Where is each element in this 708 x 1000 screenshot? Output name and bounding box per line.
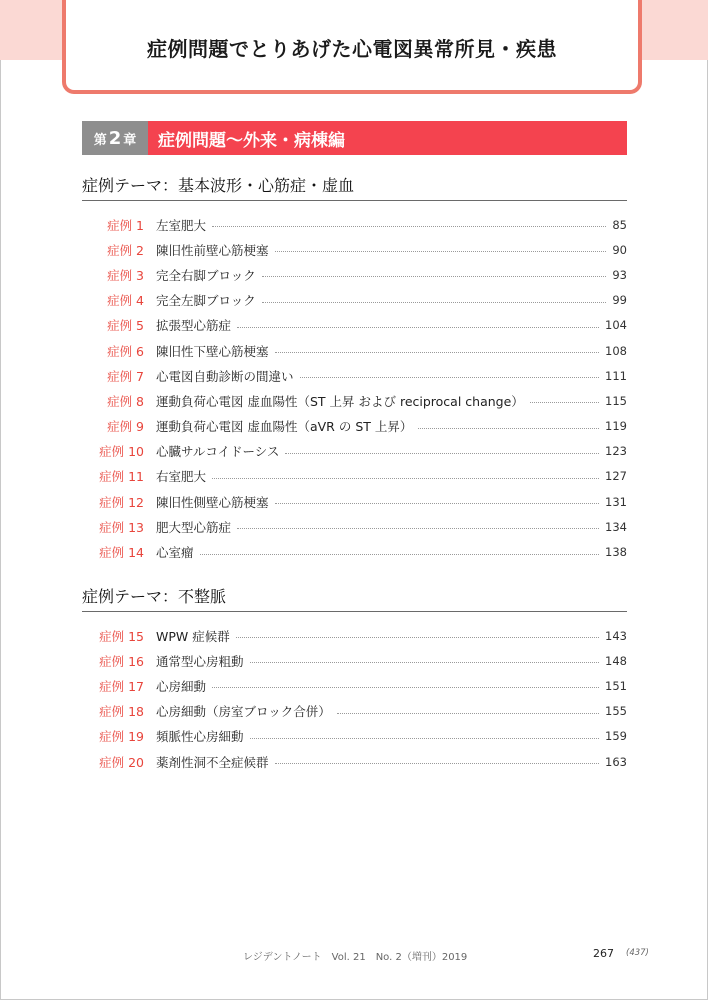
dot-leader [262, 302, 607, 303]
case-title: 陳旧性下壁心筋梗塞 [156, 343, 269, 359]
dot-leader [237, 327, 599, 328]
page-ref: 90 [612, 242, 627, 257]
toc-entry[interactable] [82, 439, 627, 464]
page-ref: 123 [605, 444, 627, 459]
chapter-number-badge [82, 121, 148, 155]
case-label: 症例 17 [99, 678, 144, 694]
page-ref: 138 [605, 545, 627, 560]
page-ref: 108 [605, 343, 627, 358]
page-ref: 151 [605, 678, 627, 693]
page-ref: 93 [612, 267, 627, 282]
page-ref: 115 [605, 393, 627, 408]
page-number: 267 [593, 947, 614, 960]
dot-leader [200, 554, 600, 555]
case-title: 運動負荷心電図 虚血陽性（ST 上昇 および reciprocal change） [156, 393, 524, 409]
case-label: 症例 18 [99, 704, 144, 720]
dot-leader [212, 687, 599, 688]
toc-entry[interactable] [82, 388, 627, 413]
case-label: 症例 4 [107, 293, 144, 309]
case-title: 運動負荷心電図 虚血陽性（aVR の ST 上昇） [156, 419, 413, 435]
case-label: 症例 3 [107, 267, 144, 283]
case-title: WPW 症候群 [156, 628, 230, 644]
dot-leader [236, 637, 599, 638]
toc-entry[interactable] [82, 623, 627, 648]
page-ref: 134 [605, 519, 627, 534]
case-label: 症例 19 [99, 729, 144, 745]
case-label: 症例 7 [107, 368, 144, 384]
case-label: 症例 14 [99, 545, 144, 561]
toc-entry[interactable] [82, 212, 627, 237]
page-ref: 163 [605, 754, 627, 769]
toc-entry[interactable] [82, 648, 627, 673]
case-label: 症例 15 [99, 628, 144, 644]
case-title: 心臓サルコイドーシス [156, 444, 280, 460]
page-ref: 159 [605, 729, 627, 744]
section-heading: 症例テーマ：基本波形・心筋症・虚血 [82, 173, 627, 201]
toc-entry[interactable] [82, 539, 627, 564]
dot-leader [250, 662, 600, 663]
section-basic-waveform [82, 173, 627, 565]
toc-entry[interactable] [82, 288, 627, 313]
case-title: 完全右脚ブロック [156, 267, 256, 283]
chapter-number: 2 [108, 127, 122, 149]
case-label: 症例 1 [107, 217, 144, 233]
page-ref: 85 [612, 217, 627, 232]
toc-entry[interactable] [82, 724, 627, 749]
toc-entry[interactable] [82, 489, 627, 514]
page-ref: 131 [605, 494, 627, 509]
dot-leader [530, 402, 599, 403]
toc-entry[interactable] [82, 514, 627, 539]
dot-leader [237, 528, 599, 529]
chapter-suffix: 章 [123, 132, 137, 148]
chapter-prefix: 第 [93, 132, 107, 148]
case-title: 心室瘤 [156, 545, 194, 561]
case-title: 肥大型心筋症 [156, 519, 232, 535]
case-label: 症例 12 [99, 494, 144, 510]
toc-entry[interactable] [82, 237, 627, 262]
case-title: 心房細動 [156, 678, 207, 694]
case-title: 心電図自動診断の間違い [156, 368, 294, 384]
case-label: 症例 2 [107, 242, 144, 258]
toc-entry[interactable] [82, 262, 627, 287]
toc-entry[interactable] [82, 414, 627, 439]
case-label: 症例 8 [107, 393, 144, 409]
toc-entry[interactable] [82, 338, 627, 363]
journal-info: レジデントノート Vol. 21 No. 2（増刊）2019 [243, 952, 468, 963]
dot-leader [275, 251, 607, 252]
section-heading: 症例テーマ：不整脈 [82, 584, 627, 612]
toc-entry[interactable] [82, 313, 627, 338]
dot-leader [285, 453, 599, 454]
case-title: 陳旧性前壁心筋梗塞 [156, 242, 269, 258]
entry-list [82, 212, 627, 565]
title-box [62, 0, 642, 94]
toc-entry[interactable] [82, 699, 627, 724]
dot-leader [250, 738, 600, 739]
case-label: 症例 13 [99, 519, 144, 535]
case-label: 症例 10 [99, 444, 144, 460]
dot-leader [300, 377, 600, 378]
case-label: 症例 6 [107, 343, 144, 359]
toc-entry[interactable] [82, 673, 627, 698]
page-ref: 127 [605, 469, 627, 484]
chapter-bar [82, 121, 627, 155]
dot-leader [337, 713, 599, 714]
case-title: 拡張型心筋症 [156, 318, 232, 334]
case-label: 症例 20 [99, 754, 144, 770]
chapter-title: 症例問題〜外来・病棟編 [148, 121, 627, 155]
dot-leader [418, 428, 599, 429]
case-label: 症例 5 [107, 318, 144, 334]
case-title: 薬剤性洞不全症候群 [156, 754, 269, 770]
case-title: 左室肥大 [156, 217, 207, 233]
dot-leader [262, 276, 607, 277]
case-title: 陳旧性側壁心筋梗塞 [156, 494, 269, 510]
toc-entry[interactable] [82, 749, 627, 774]
case-label: 症例 9 [107, 419, 144, 435]
page-ref: 155 [605, 704, 627, 719]
page-title: 症例問題でとりあげた心電図異常所見・疾患 [147, 36, 557, 61]
case-title: 完全左脚ブロック [156, 293, 256, 309]
dot-leader [212, 226, 606, 227]
section-arrhythmia [82, 584, 627, 774]
dot-leader [212, 478, 599, 479]
page-ref: 119 [605, 419, 627, 434]
page-ref: 148 [605, 653, 627, 668]
toc-entry[interactable] [82, 363, 627, 388]
entry-list [82, 623, 627, 774]
case-title: 右室肥大 [156, 469, 207, 485]
case-title: 頻脈性心房細動 [156, 729, 244, 745]
toc-entry[interactable] [82, 464, 627, 489]
case-title: 通常型心房粗動 [156, 653, 244, 669]
page-ref: 99 [612, 293, 627, 308]
case-label: 症例 16 [99, 653, 144, 669]
dot-leader [275, 763, 600, 764]
page-number-sub: (437) [626, 948, 649, 958]
dot-leader [275, 352, 600, 353]
case-label: 症例 11 [99, 469, 144, 485]
page-ref: 104 [605, 318, 627, 333]
dot-leader [275, 503, 600, 504]
page-ref: 143 [605, 628, 627, 643]
case-title: 心房細動（房室ブロック合併） [156, 704, 331, 720]
page-ref: 111 [605, 368, 627, 383]
